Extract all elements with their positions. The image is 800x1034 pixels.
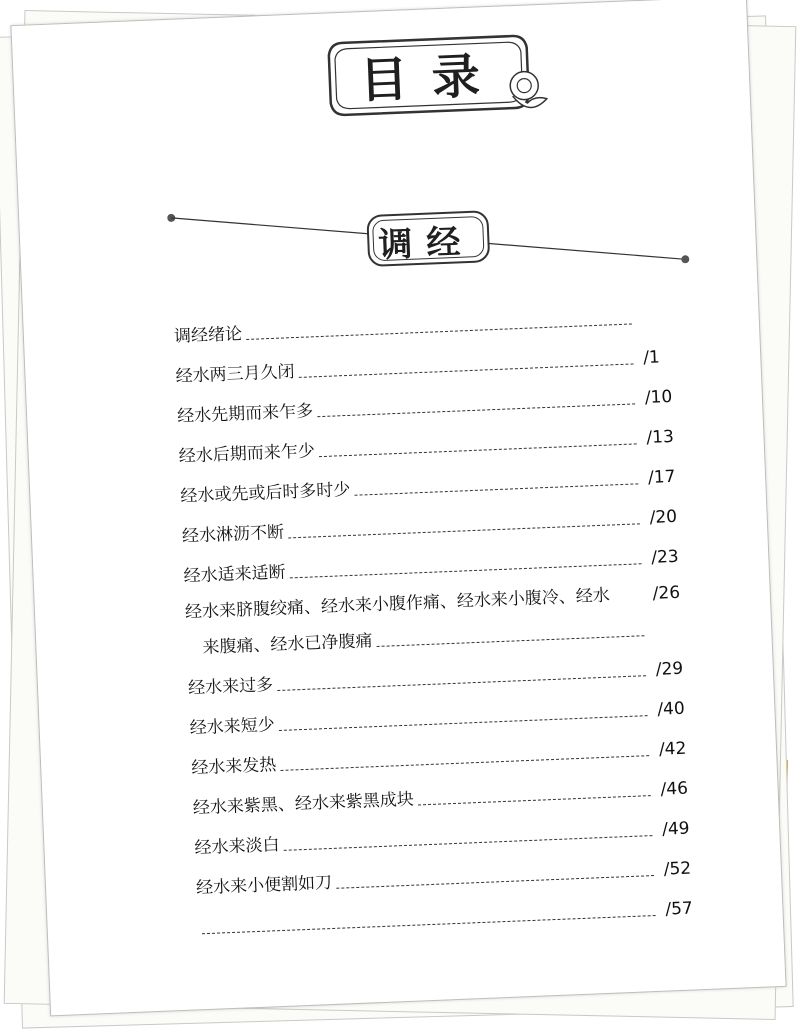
toc-entry-page: /29 — [655, 658, 684, 680]
toc-entry-page: /46 — [660, 778, 689, 800]
toc-entry-page: /40 — [656, 698, 686, 720]
toc-entry-title: 经水来淡白 — [194, 835, 280, 859]
page-title: 目录 — [358, 47, 505, 110]
toc-entry-page: /52 — [663, 858, 692, 880]
toc-entry-page: /49 — [661, 818, 690, 840]
toc-page — [10, 0, 786, 1016]
toc-entry-page: /20 — [649, 506, 678, 528]
toc-entry-page: /17 — [647, 466, 676, 488]
toc-entry-title: 经水淋沥不断 — [181, 522, 285, 547]
toc-entry-page: /26 — [652, 582, 681, 604]
toc-entry-page: /10 — [644, 386, 673, 409]
toc-list — [173, 285, 718, 937]
toc-entry-title: 经水来发热 — [190, 755, 277, 779]
toc-entry-title: 经水后期而来乍少 — [178, 441, 316, 467]
toc-entry-page: /13 — [646, 426, 675, 448]
toc-entry-title: 经水或先或后时多时少 — [180, 479, 351, 507]
section-title: 调经 — [377, 221, 476, 266]
toc-entry-title: 调经绪论 — [173, 324, 243, 347]
toc-entry-title: 来腹痛、经水已净腹痛 — [202, 631, 373, 658]
toc-entry-page: /57 — [665, 898, 694, 920]
dot-leader — [202, 914, 656, 934]
toc-entry-page: /23 — [650, 546, 680, 568]
toc-entry-title: 经水来小便割如刀 — [195, 872, 333, 899]
toc-entry-title: 经水两三月久闭 — [175, 362, 295, 387]
toc-entry-title: 经水来脐腹绞痛、经水来小腹作痛、经水来小腹冷、经水 — [184, 585, 611, 623]
toc-entry-page: /42 — [658, 738, 687, 760]
toc-entry-title: 经水适来适断 — [183, 562, 286, 587]
toc-entry-title: 经水先期而来乍多 — [176, 401, 314, 427]
toc-entry-page: /1 — [642, 347, 661, 369]
dot-leader — [614, 599, 643, 601]
toc-entry-title: 经水来短少 — [189, 715, 276, 739]
toc-entry-title: 经水来紫黑、经水来紫黑成块 — [192, 789, 415, 819]
toc-entry-title: 经水来过多 — [187, 675, 274, 699]
